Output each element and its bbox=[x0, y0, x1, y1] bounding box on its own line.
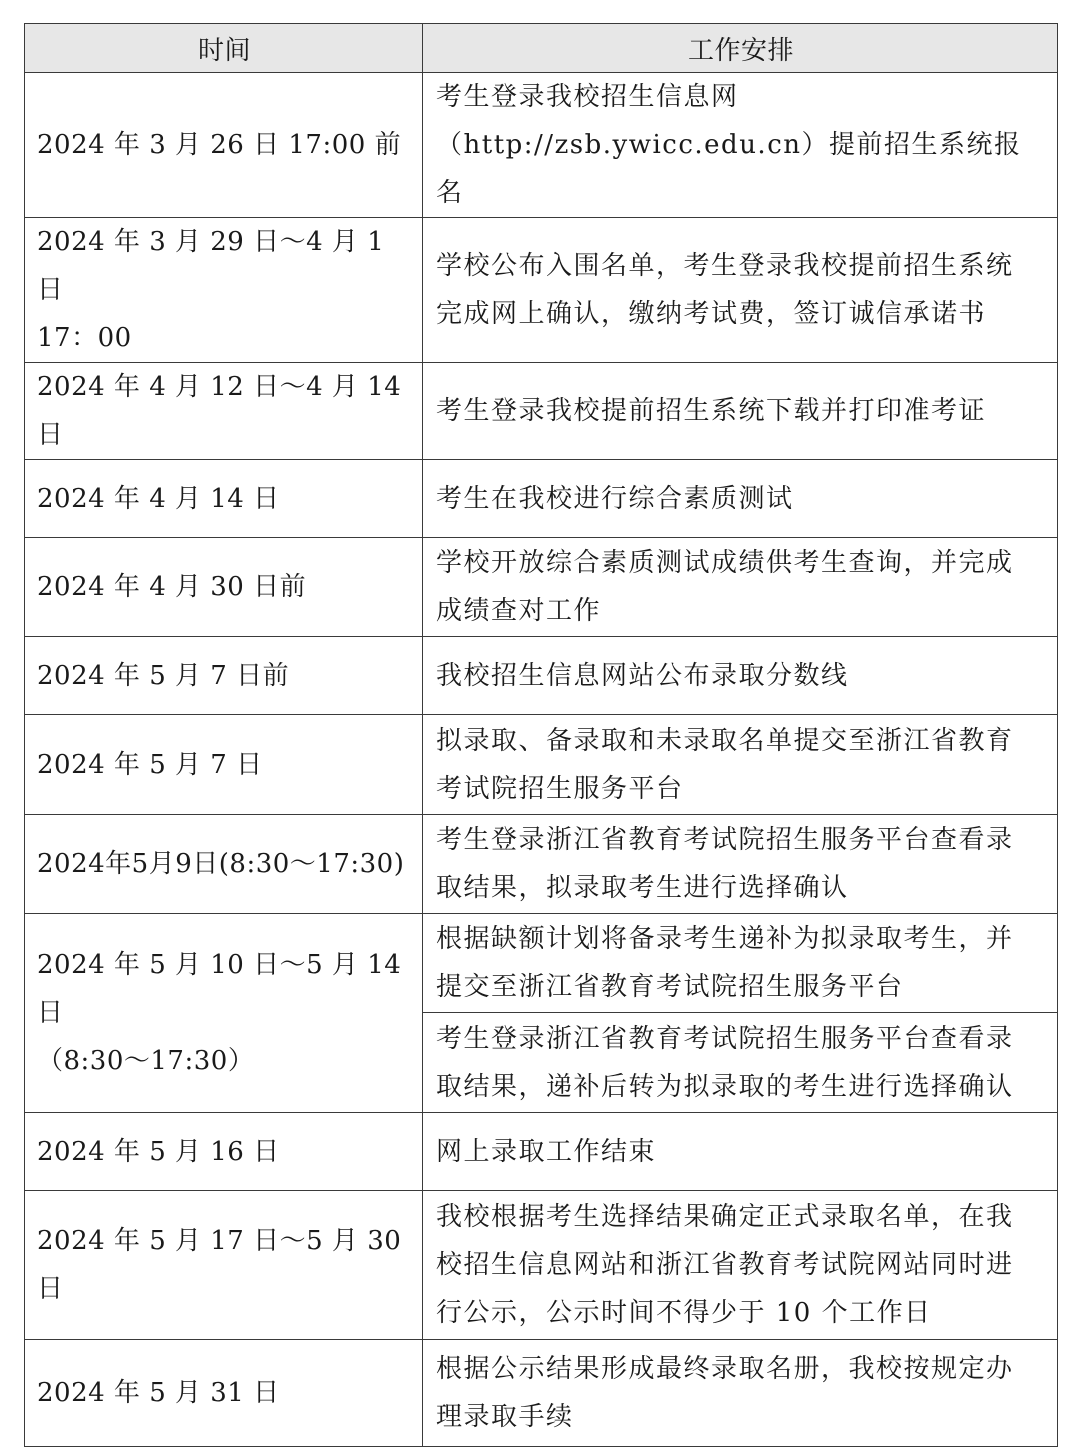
header-work: 工作安排 bbox=[423, 24, 1058, 73]
time-cell: 2024 年 5 月 17 日～5 月 30 日 bbox=[25, 1191, 423, 1340]
table-row bbox=[25, 815, 1058, 914]
time-cell: 2024 年 5 月 16 日 bbox=[25, 1113, 423, 1191]
time-cell: 2024 年 5 月 7 日 bbox=[25, 715, 423, 815]
work-cell: 我校招生信息网站公布录取分数线 bbox=[423, 637, 1058, 715]
work-cell: 拟录取、备录取和未录取名单提交至浙江省教育 考试院招生服务平台 bbox=[423, 715, 1058, 815]
table-row bbox=[25, 460, 1058, 538]
header-time: 时间 bbox=[25, 24, 423, 73]
table-row bbox=[25, 1340, 1058, 1447]
table-row bbox=[25, 218, 1058, 363]
work-cell: 考生登录浙江省教育考试院招生服务平台查看录 取结果，拟录取考生进行选择确认 bbox=[423, 815, 1058, 914]
table-row bbox=[25, 538, 1058, 637]
table-row bbox=[25, 363, 1058, 460]
schedule-table bbox=[24, 23, 1058, 1447]
table-row bbox=[25, 637, 1058, 715]
time-cell: 2024 年 3 月 29 日～4 月 1 日 17：00 bbox=[25, 218, 423, 363]
work-cell: 我校根据考生选择结果确定正式录取名单，在我 校招生信息网站和浙江省教育考试院网站同时进 行公示，公示时间不得少于 10 个工作日 bbox=[423, 1191, 1058, 1340]
work-cell: 考生登录我校提前招生系统下载并打印准考证 bbox=[423, 363, 1058, 460]
time-cell: 2024 年 3 月 26 日 17:00 前 bbox=[25, 73, 423, 218]
table-header-row bbox=[25, 24, 1058, 73]
work-cell: 根据缺额计划将备录考生递补为拟录取考生，并 提交至浙江省教育考试院招生服务平台 bbox=[423, 914, 1058, 1013]
table-row bbox=[25, 715, 1058, 815]
work-cell: 考生登录我校招生信息网 （http://zsb.ywicc.edu.cn）提前招生系统报名 bbox=[423, 73, 1058, 218]
work-cell: 学校开放综合素质测试成绩供考生查询，并完成 成绩查对工作 bbox=[423, 538, 1058, 637]
work-cell: 考生登录浙江省教育考试院招生服务平台查看录 取结果，递补后转为拟录取的考生进行选择确认 bbox=[423, 1013, 1058, 1113]
time-cell: 2024 年 4 月 14 日 bbox=[25, 460, 423, 538]
work-cell: 网上录取工作结束 bbox=[423, 1113, 1058, 1191]
table-row bbox=[25, 914, 1058, 1013]
time-cell: 2024 年 5 月 7 日前 bbox=[25, 637, 423, 715]
work-cell: 学校公布入围名单，考生登录我校提前招生系统 完成网上确认，缴纳考试费，签订诚信承诺书 bbox=[423, 218, 1058, 363]
time-cell: 2024 年 5 月 10 日～5 月 14 日 （8:30～17:30） bbox=[25, 914, 423, 1113]
time-cell: 2024年5月9日(8:30～17:30) bbox=[25, 815, 423, 914]
time-cell: 2024 年 5 月 31 日 bbox=[25, 1340, 423, 1447]
table-row bbox=[25, 1113, 1058, 1191]
time-cell: 2024 年 4 月 30 日前 bbox=[25, 538, 423, 637]
table-row bbox=[25, 1191, 1058, 1340]
time-cell: 2024 年 4 月 12 日～4 月 14 日 bbox=[25, 363, 423, 460]
work-cell: 考生在我校进行综合素质测试 bbox=[423, 460, 1058, 538]
table-row bbox=[25, 73, 1058, 218]
work-cell: 根据公示结果形成最终录取名册，我校按规定办 理录取手续 bbox=[423, 1340, 1058, 1447]
